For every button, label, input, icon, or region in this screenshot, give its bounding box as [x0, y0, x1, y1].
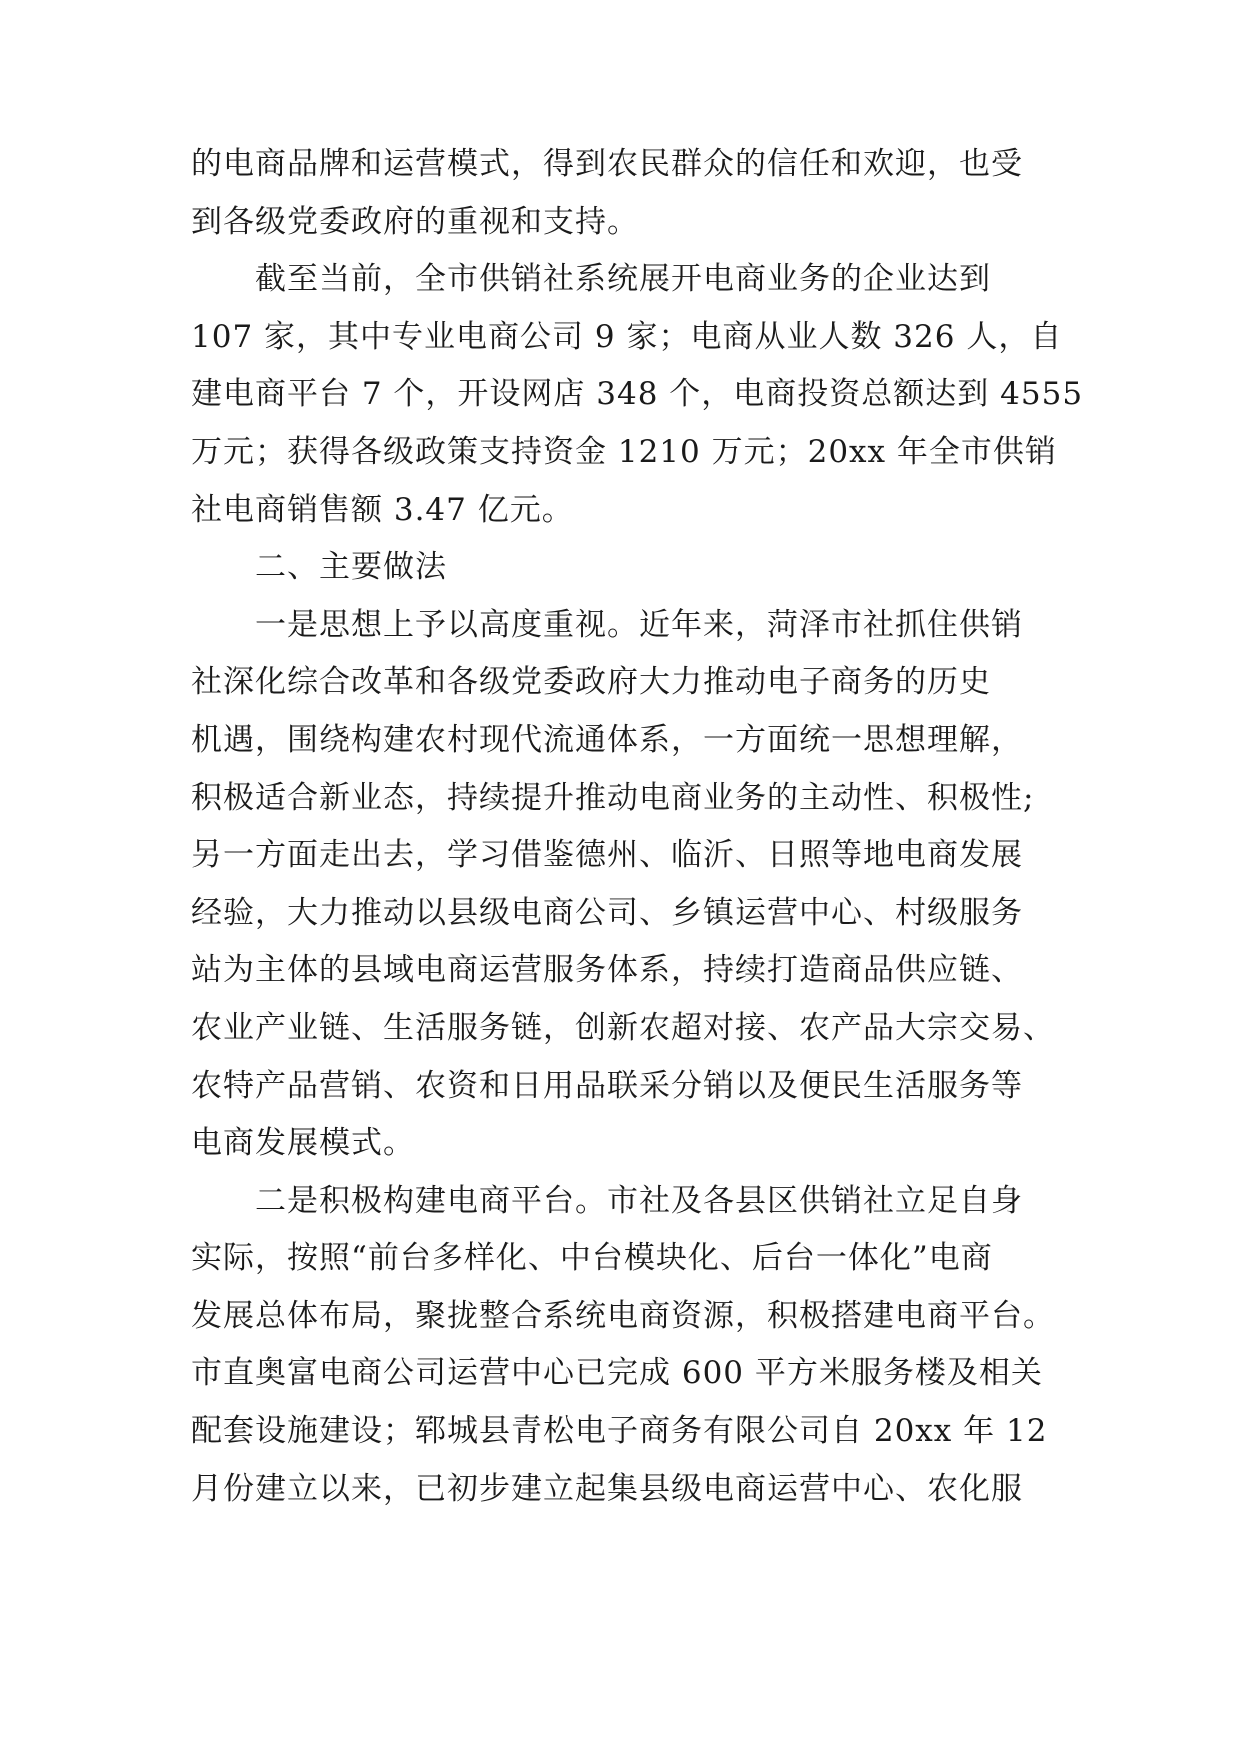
text-line: 机遇，围绕构建农村现代流通体系，一方面统一思想理解， — [191, 721, 1023, 758]
paragraph-start-line: 截至当前，全市供销社系统展开电商业务的企业达到 — [255, 261, 991, 298]
document-body — [191, 136, 1084, 1518]
text-line: 万元；获得各级政策支持资金 1210 万元；20xx 年全市供销 — [191, 433, 1057, 470]
text-line: 到各级党委政府的重视和支持。 — [191, 203, 639, 240]
text-line: 积极适合新业态，持续提升推动电商业务的主动性、积极性; — [191, 779, 1035, 816]
paragraph-start-line: 二是积极构建电商平台。市社及各县区供销社立足自身 — [255, 1182, 1023, 1219]
text-line: 配套设施建设；郓城县青松电子商务有限公司自 20xx 年 12 — [191, 1413, 1048, 1450]
text-line: 发展总体布局，聚拢整合系统电商资源，积极搭建电商平台。 — [191, 1297, 1055, 1334]
text-line: 电商发展模式。 — [191, 1125, 415, 1162]
text-line: 107 家，其中专业电商公司 9 家；电商从业人数 326 人，自 — [191, 318, 1063, 355]
text-line: 社电商销售额 3.47 亿元。 — [191, 491, 574, 528]
paragraph-start-line: 一是思想上予以高度重视。近年来，菏泽市社抓住供销 — [255, 606, 1023, 643]
text-line: 月份建立以来，已初步建立起集县级电商运营中心、农化服 — [191, 1470, 1023, 1507]
text-line: 农业产业链、生活服务链，创新农超对接、农产品大宗交易、 — [191, 1009, 1055, 1046]
section-heading: 二、主要做法 — [255, 549, 447, 586]
text-line: 建电商平台 7 个，开设网店 348 个，电商投资总额达到 4555 — [191, 376, 1084, 413]
text-line: 另一方面走出去，学习借鉴德州、临沂、日照等地电商发展 — [191, 837, 1023, 874]
text-line: 站为主体的县域电商运营服务体系，持续打造商品供应链、 — [191, 952, 1023, 989]
text-line: 实际，按照“前台多样化、中台模块化、后台一体化”电商 — [191, 1240, 993, 1277]
text-line: 经验，大力推动以县级电商公司、乡镇运营中心、村级服务 — [191, 894, 1023, 931]
text-line: 农特产品营销、农资和日用品联采分销以及便民生活服务等 — [191, 1067, 1023, 1104]
text-line: 社深化综合改革和各级党委政府大力推动电子商务的历史 — [191, 664, 991, 701]
text-line: 的电商品牌和运营模式，得到农民群众的信任和欢迎，也受 — [191, 146, 1023, 182]
text-line: 市直奥富电商公司运营中心已完成 600 平方米服务楼及相关 — [191, 1355, 1043, 1392]
